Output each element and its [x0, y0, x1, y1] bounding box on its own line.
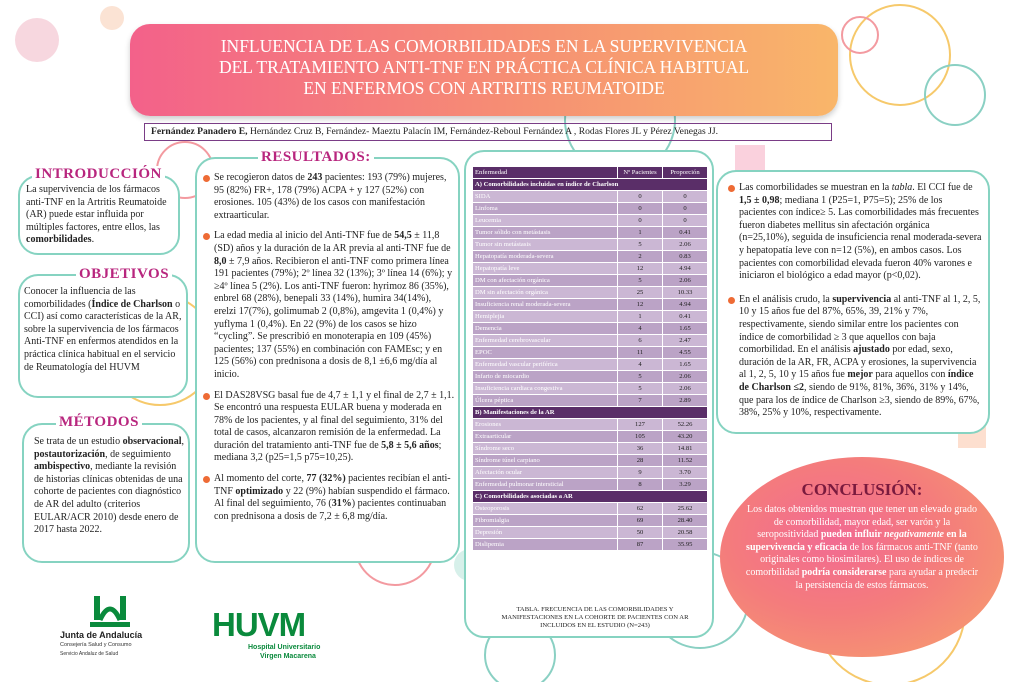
- table-cell-p: 3.29: [663, 479, 707, 490]
- junta-sub-2: Servicio Andaluz de Salud: [60, 651, 119, 657]
- table-cell-p: 4.94: [663, 299, 707, 310]
- table-cell-p: 2.06: [663, 275, 707, 286]
- table-cell-name: Dislipemia: [473, 539, 617, 550]
- intro-text: [26, 184, 176, 247]
- huvm-sub-1: Hospital Universitario: [248, 644, 321, 651]
- table-cell-name: DM sin afectación orgánica: [473, 287, 617, 298]
- table-group-row: [473, 179, 707, 190]
- junta-logo: [60, 594, 180, 664]
- table-cell-p: 52.26: [663, 419, 707, 430]
- table-cell-p: 0.41: [663, 311, 707, 322]
- table-row: [473, 287, 707, 298]
- table-cell-p: 2.06: [663, 371, 707, 382]
- deco-circle: [842, 17, 878, 53]
- metodos-text-1: Se trata de un estudio: [34, 436, 123, 447]
- table-row: [473, 515, 707, 526]
- table-cell-p: 1.65: [663, 359, 707, 370]
- deco-dot: [15, 18, 59, 62]
- table-cell-p: 0: [663, 191, 707, 202]
- table-cell-n: 28: [618, 455, 662, 466]
- table-cell-name: Síndrome seco: [473, 443, 617, 454]
- title-line-2: DEL TRATAMIENTO ANTI-TNF EN PRÁCTICA CLÍNICA HABITUAL: [218, 57, 750, 77]
- table-cell-name: Extraarticular: [473, 431, 617, 442]
- table-cell-n: 105: [618, 431, 662, 442]
- resultados-paragraph-1: Se recogieron datos de 243 pacientes: 193 (79%) mujeres, 95 (82%) FR+, 178 (79%) ACPA + y 127 (52%) con erosiones. 105 (43%) de los casos con manifestación extraarticular.: [203, 172, 455, 222]
- table-cell-p: 28.40: [663, 515, 707, 526]
- right-paragraph-1: Las comorbilidades se muestran en la tabla. El CCI fue de 1,5 ± 0,98; mediana 1 (P25=1, P75=5); 25% de los pacientes con índice≥ 5. Las comorbilidades más frecuentes fueron diabetes mellitus sin afectación orgánica (n=25,10%), seguida de insuficiencia renal moderada-severa y hepatopatía leve con n=12 (5%), en ambos casos. Los pacientes con comorbilidad elevada fueron 40% varones e iniciaron el biológico a edad mayor (p<0,02).: [728, 182, 982, 283]
- table-row: [473, 419, 707, 430]
- table-cell-n: 5: [618, 383, 662, 394]
- objetivos-heading: OBJETIVOS: [76, 266, 172, 282]
- resultados-paragraph-2: La edad media al inicio del Anti-TNF fue de 54,5 ± 11,8 (SD) años y la duración de la AR previa al anti-TNF fue de 8,0 ± 7,9 años. Recibieron el anti-TNF como primera línea 191 pacientes (79%); 2º línea 32 (13%); 3º línea 14 (6%); y ≥4º línea 5 (2%). Los anti-TNF fueron: hyrimoz 86 (35%), enbrel 68 (28%), benepali 33 (14%), humira 34(14%), erelzi 17(7%), golimumab 2 (0,8%), amgevita 1 (0,4%) y yuflyma 1 (0,4%). En 22 (9%) de los casos se hizo “cycling”. Se prescribió en monoterapia en 109 (45%) pacientes; 137 (55%) en combinación con FAMEsc; y en 125 (56%) con prednisona a dosis de 8,1 ±6,6 mg/día al inicio.: [203, 230, 455, 381]
- table-cell-name: Osteoporosis: [473, 503, 617, 514]
- huvm-logo: [212, 608, 342, 670]
- table-cell-name: Demencia: [473, 323, 617, 334]
- table-cell-n: 2: [618, 251, 662, 262]
- table-group-label: C) Comorbilidades asociadas a AR: [473, 491, 707, 502]
- resultados-text: [203, 172, 455, 531]
- authors-rest: Hernández Cruz B, Fernández- Maeztu Palacín IM, Fernández-Reboul Fernández A , Rodas Flores JL y Pérez Venegas JJ.: [247, 126, 719, 137]
- metodos-heading: MÉTODOS: [56, 414, 142, 430]
- conclusion-heading: CONCLUSIÓN:: [801, 480, 923, 499]
- table-row: [473, 443, 707, 454]
- table-row: [473, 335, 707, 346]
- table-cell-p: 14.81: [663, 443, 707, 454]
- table-row: [473, 191, 707, 202]
- table-cell-name: Afectación ocular: [473, 467, 617, 478]
- table-cell-n: 9: [618, 467, 662, 478]
- table-cell-n: 12: [618, 263, 662, 274]
- table-cell-name: Tumor sólido con metástasis: [473, 227, 617, 238]
- table-row: [473, 203, 707, 214]
- table-cell-name: Erosiones: [473, 419, 617, 430]
- objetivos-text-1: Conocer la influencia de las comorbilidades (: [24, 286, 136, 310]
- title-line-1: INFLUENCIA DE LAS COMORBILIDADES EN LA SUPERVIVENCIA: [220, 36, 748, 56]
- comorbidity-table-wrap: [472, 166, 708, 551]
- table-header-name: Enfermedad: [473, 167, 617, 178]
- table-row: [473, 311, 707, 322]
- table-cell-n: 1: [618, 227, 662, 238]
- table-row: [473, 431, 707, 442]
- table-cell-name: Enfermedad cerebrovascular: [473, 335, 617, 346]
- authors-bar: [144, 123, 832, 141]
- metodos-text: [34, 436, 186, 537]
- table-cell-n: 62: [618, 503, 662, 514]
- table-cell-p: 4.94: [663, 263, 707, 274]
- table-cell-name: Leucemia: [473, 215, 617, 226]
- table-row: [473, 455, 707, 466]
- table-cell-name: Hemiplejia: [473, 311, 617, 322]
- resultados-paragraph-4: Al momento del corte, 77 (32%) pacientes recibían el anti-TNF optimizado y 22 (9%) habían suspendido el fármaco. Al final del seguimiento, 76 (31%) pacientes continuaban con prednisona a dosis de 7,2 ± 6,8 mg/día.: [203, 473, 455, 523]
- intro-text-1: La supervivencia de los fármacos anti-TNF en la Artritis Reumatoide (AR) puede estar influida por múltiples factores, entre ellos, las: [26, 184, 167, 233]
- objetivos-text-2: o CCI) así como características de la AR, sobre la supervivencia de los fármacos Anti-TNF en enfermos atendidos en la práctica clínica habitual en el servicio de Reumatología del HUVM: [24, 298, 182, 373]
- table-cell-n: 25: [618, 287, 662, 298]
- table-cell-name: Enfermedad vascular periférica: [473, 359, 617, 370]
- table-row: [473, 539, 707, 550]
- table-row: [473, 503, 707, 514]
- right-paragraph-2: En el análisis crudo, la supervivencia al anti-TNF al 1, 2, 5, 10 y 15 años fue del 87%, 65%, 39, 21% y 7%, respectivamente, siendo similar entre los pacientes con índice de comorbilidad ≥ 3 que aquellos con baja comorbilidad. En el análisis ajustado por edad, sexo, duración de la AR, FR, ACPA y erosiones, la supervivencia al 1, 2, 5, 10 y 15 años fue mejor para aquellos con índice de Charlson ≤2, siendo de 91%, 81%, 36%, 31% y 14%, que para los de índice de Charlson ≥3, siendo de 89%, 67%, 38%, 25% y 10%, respectivamente.: [728, 294, 982, 420]
- metodos-text-2: ,: [181, 436, 184, 447]
- table-cell-n: 87: [618, 539, 662, 550]
- title-line-3: EN ENFERMOS CON ARTRITIS REUMATOIDE: [303, 78, 665, 98]
- metodos-bold-3: ambispectivo: [34, 461, 91, 473]
- table-cell-p: 4.55: [663, 347, 707, 358]
- table-group-row: [473, 491, 707, 502]
- table-row: [473, 479, 707, 490]
- table-cell-name: Infarto de miocardio: [473, 371, 617, 382]
- comorbidity-table: [472, 166, 708, 551]
- junta-sub-1: Consejería Salud y Consumo: [60, 642, 132, 648]
- table-cell-name: Linfoma: [473, 203, 617, 214]
- table-row: [473, 467, 707, 478]
- table-cell-name: Úlcera péptica: [473, 395, 617, 406]
- table-cell-p: 25.62: [663, 503, 707, 514]
- table-cell-n: 0: [618, 215, 662, 226]
- deco-dot: [100, 6, 124, 30]
- table-row: [473, 371, 707, 382]
- table-cell-n: 11: [618, 347, 662, 358]
- table-group-label: B) Manifestaciones de la AR: [473, 407, 707, 418]
- metodos-text-4: , mediante la revisión de historias clínicas obtenidas de una cohorte de pacientes con diagnóstico de AR del adulto (criterios EULAR/ACR 2010) desde enero de 2017 hasta 2022.: [34, 461, 183, 536]
- table-cell-p: 0: [663, 215, 707, 226]
- title-banner: [130, 24, 838, 116]
- table-cell-n: 1: [618, 311, 662, 322]
- conclusion-text: Los datos obtenidos muestran que tener un elevado grado de comorbilidad, mayor edad, ser varón y la seropositividad pueden influir negativamente en la supervivencia y eficacia de los fármacos anti-TNF (tanto originales como biosimilares). El uso de índices de comorbilidad podría considerarse para ayudar a predecir la persistencia de estos fármacos.: [745, 504, 979, 591]
- table-cell-p: 0: [663, 203, 707, 214]
- table-row: [473, 227, 707, 238]
- table-cell-n: 5: [618, 275, 662, 286]
- table-row: [473, 263, 707, 274]
- table-cell-p: 10.33: [663, 287, 707, 298]
- metodos-bold-1: observacional: [122, 436, 182, 447]
- table-cell-name: Insuficiencia cardiaca congestiva: [473, 383, 617, 394]
- table-caption: TABLA. FRECUENCIA DE LAS COMORBILIDADES Y MANIFESTACIONES EN LA COHORTE DE PACIENTES CON AR INCLUIDOS EN EL ESTUDIO (N=243): [501, 606, 689, 629]
- author-first: Fernández Panadero E,: [151, 126, 248, 137]
- right-results-text: [728, 182, 982, 428]
- metodos-text-3: , de seguimiento: [105, 448, 171, 460]
- table-cell-n: 0: [618, 203, 662, 214]
- table-cell-name: Hepatopatía moderada-severa: [473, 251, 617, 262]
- table-cell-name: Enfermedad pulmonar intersticial: [473, 479, 617, 490]
- table-header-row: [473, 167, 707, 178]
- table-row: [473, 299, 707, 310]
- table-cell-name: DM con afectación orgánica: [473, 275, 617, 286]
- table-cell-p: 35.95: [663, 539, 707, 550]
- objetivos-bold-1: Índice de Charlson: [91, 298, 173, 310]
- table-row: [473, 527, 707, 538]
- intro-heading: INTRODUCCIÓN: [32, 166, 165, 182]
- table-cell-name: Tumor sin metástasis: [473, 239, 617, 250]
- resultados-paragraph-3: El DAS28VSG basal fue de 4,7 ± 1,1 y el final de 2,7 ± 1,1. Se encontró una respuesta EULAR buena y moderada en 78% de los pacientes, y al final del seguimiento, 31% del total de casos, alcanzaron remisión de la enfermedad. La duración del tratamiento anti-TNF fue de 5,8 ± 5,6 años; mediana 3,2 (p25=1,5 p75=10,25).: [203, 390, 455, 466]
- table-cell-n: 5: [618, 239, 662, 250]
- table-cell-n: 6: [618, 335, 662, 346]
- table-header-p: Proporción: [663, 167, 707, 178]
- table-cell-n: 127: [618, 419, 662, 430]
- table-cell-p: 0.41: [663, 227, 707, 238]
- table-row: [473, 251, 707, 262]
- table-cell-n: 7: [618, 395, 662, 406]
- huvm-name: HUVM: [212, 606, 306, 643]
- intro-bold-1: comorbilidades: [26, 234, 92, 246]
- junta-emblem-icon: [90, 594, 130, 628]
- table-cell-n: 50: [618, 527, 662, 538]
- table-cell-p: 43.20: [663, 431, 707, 442]
- table-cell-p: 3.70: [663, 467, 707, 478]
- table-cell-p: 2.47: [663, 335, 707, 346]
- table-cell-name: Fibromialgia: [473, 515, 617, 526]
- table-cell-n: 12: [618, 299, 662, 310]
- table-row: [473, 323, 707, 334]
- table-cell-name: Depresión: [473, 527, 617, 538]
- table-row: [473, 215, 707, 226]
- table-row: [473, 383, 707, 394]
- table-cell-n: 0: [618, 191, 662, 202]
- resultados-heading: RESULTADOS:: [258, 149, 374, 165]
- table-cell-name: Hepatopatía leve: [473, 263, 617, 274]
- table-cell-p: 2.06: [663, 383, 707, 394]
- table-cell-name: EPOC: [473, 347, 617, 358]
- table-row: [473, 347, 707, 358]
- deco-circle: [850, 5, 950, 105]
- metodos-bold-2: postautorización: [34, 448, 106, 460]
- table-row: [473, 395, 707, 406]
- table-cell-name: Insuficiencia renal moderada-severa: [473, 299, 617, 310]
- table-cell-p: 20.58: [663, 527, 707, 538]
- junta-name: Junta de Andalucía: [60, 630, 143, 640]
- table-cell-p: 2.06: [663, 239, 707, 250]
- table-cell-n: 36: [618, 443, 662, 454]
- objetivos-text: [24, 286, 184, 374]
- table-cell-p: 0.83: [663, 251, 707, 262]
- table-cell-n: 69: [618, 515, 662, 526]
- table-cell-name: SIDA: [473, 191, 617, 202]
- intro-text-2: .: [91, 234, 95, 246]
- table-header-n: Nº Pacientes: [618, 167, 662, 178]
- table-row: [473, 239, 707, 250]
- table-cell-n: 4: [618, 323, 662, 334]
- table-group-label: A) Comorbilidades incluidas en índice de Charlson: [473, 179, 707, 190]
- table-cell-n: 5: [618, 371, 662, 382]
- table-cell-p: 2.89: [663, 395, 707, 406]
- table-cell-name: Síndrome túnel carpiano: [473, 455, 617, 466]
- deco-circle: [925, 65, 985, 125]
- table-cell-n: 4: [618, 359, 662, 370]
- table-row: [473, 359, 707, 370]
- table-row: [473, 275, 707, 286]
- table-cell-p: 1.65: [663, 323, 707, 334]
- table-group-row: [473, 407, 707, 418]
- huvm-sub-2: Virgen Macarena: [260, 653, 316, 660]
- table-cell-p: 11.52: [663, 455, 707, 466]
- table-cell-n: 8: [618, 479, 662, 490]
